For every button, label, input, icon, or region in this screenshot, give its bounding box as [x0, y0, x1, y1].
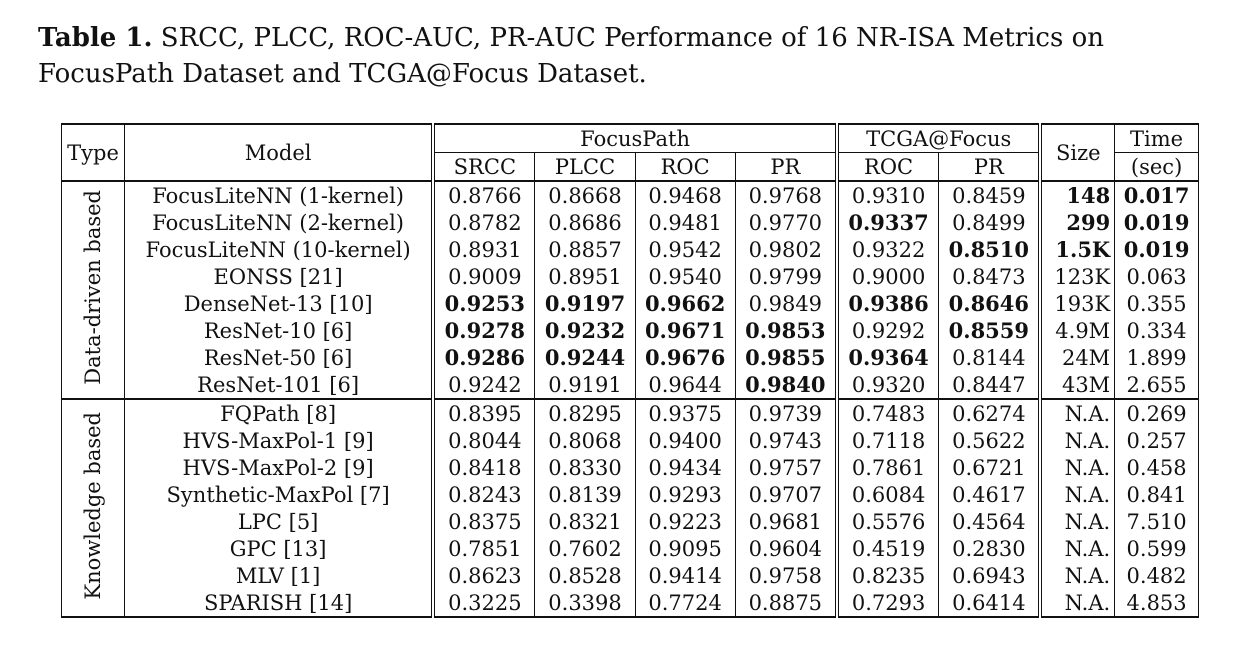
subheader-roc: ROC: [635, 153, 735, 182]
table-row: [62, 344, 1199, 371]
cell-tcga-roc: 0.9310: [837, 181, 939, 209]
table-row: [62, 263, 1199, 290]
cell-pr: 0.9802: [735, 236, 837, 263]
model-name: FocusLiteNN (1-kernel): [125, 181, 434, 209]
model-name: FQPath [8]: [125, 399, 434, 427]
cell-roc: 0.9644: [635, 371, 735, 399]
table-row: [62, 508, 1199, 535]
cell-srcc: 0.8395: [433, 399, 535, 427]
cell-srcc: 0.8766: [433, 181, 535, 209]
cell-roc: 0.9375: [635, 399, 735, 427]
cell-size: N.A.: [1040, 535, 1114, 562]
cell-roc: 0.9293: [635, 481, 735, 508]
caption-label: Table 1.: [38, 23, 153, 53]
cell-plcc: 0.9197: [535, 290, 635, 317]
cell-plcc: 0.9191: [535, 371, 635, 399]
table-caption: [38, 20, 1223, 92]
table-row: [62, 535, 1199, 562]
cell-pr: 0.9840: [735, 371, 837, 399]
cell-tcga-pr: 0.8447: [939, 371, 1041, 399]
cell-srcc: 0.9242: [433, 371, 535, 399]
cell-size: 4.9M: [1040, 317, 1114, 344]
cell-plcc: 0.9232: [535, 317, 635, 344]
cell-plcc: 0.8295: [535, 399, 635, 427]
cell-pr: 0.9604: [735, 535, 837, 562]
cell-tcga-pr: 0.8559: [939, 317, 1041, 344]
cell-srcc: 0.9286: [433, 344, 535, 371]
cell-roc: 0.9542: [635, 236, 735, 263]
cell-time: 0.063: [1115, 263, 1199, 290]
cell-tcga-pr: 0.6721: [939, 454, 1041, 481]
cell-time: 0.334: [1115, 317, 1199, 344]
cell-time: 0.269: [1115, 399, 1199, 427]
cell-srcc: 0.8243: [433, 481, 535, 508]
cell-plcc: 0.8528: [535, 562, 635, 589]
cell-size: N.A.: [1040, 562, 1114, 589]
table-header: [62, 124, 1199, 181]
cell-time: 0.017: [1115, 181, 1199, 209]
cell-size: 123K: [1040, 263, 1114, 290]
header-tcga: TCGA@Focus: [837, 124, 1041, 153]
cell-srcc: 0.8418: [433, 454, 535, 481]
cell-tcga-pr: 0.6274: [939, 399, 1041, 427]
cell-tcga-pr: 0.5622: [939, 427, 1041, 454]
cell-srcc: 0.9278: [433, 317, 535, 344]
cell-tcga-pr: 0.6414: [939, 589, 1041, 617]
cell-roc: 0.9671: [635, 317, 735, 344]
cell-pr: 0.9770: [735, 209, 837, 236]
table-row: [62, 317, 1199, 344]
cell-tcga-pr: 0.6943: [939, 562, 1041, 589]
cell-pr: 0.9757: [735, 454, 837, 481]
cell-size: N.A.: [1040, 589, 1114, 617]
cell-roc: 0.9434: [635, 454, 735, 481]
table-row: [62, 236, 1199, 263]
cell-size: N.A.: [1040, 399, 1114, 427]
cell-tcga-pr: 0.4617: [939, 481, 1041, 508]
subheader-plcc: PLCC: [535, 153, 635, 182]
cell-pr: 0.9855: [735, 344, 837, 371]
model-name: GPC [13]: [125, 535, 434, 562]
cell-srcc: 0.8931: [433, 236, 535, 263]
model-name: FocusLiteNN (2-kernel): [125, 209, 434, 236]
cell-tcga-roc: 0.4519: [837, 535, 939, 562]
cell-size: 148: [1040, 181, 1114, 209]
cell-pr: 0.9799: [735, 263, 837, 290]
header-time-unit: (sec): [1115, 153, 1199, 182]
cell-pr: 0.9707: [735, 481, 837, 508]
cell-tcga-roc: 0.7861: [837, 454, 939, 481]
cell-roc: 0.9414: [635, 562, 735, 589]
cell-roc: 0.9676: [635, 344, 735, 371]
table-row: [62, 290, 1199, 317]
model-name: ResNet-50 [6]: [125, 344, 434, 371]
cell-tcga-roc: 0.7118: [837, 427, 939, 454]
cell-srcc: 0.8375: [433, 508, 535, 535]
cell-size: 24M: [1040, 344, 1114, 371]
cell-roc: 0.9095: [635, 535, 735, 562]
cell-pr: 0.9758: [735, 562, 837, 589]
cell-plcc: 0.8139: [535, 481, 635, 508]
cell-srcc: 0.9009: [433, 263, 535, 290]
cell-tcga-pr: 0.8646: [939, 290, 1041, 317]
table-row: [62, 562, 1199, 589]
cell-tcga-roc: 0.9320: [837, 371, 939, 399]
cell-plcc: 0.7602: [535, 535, 635, 562]
cell-tcga-pr: 0.4564: [939, 508, 1041, 535]
cell-pr: 0.9768: [735, 181, 837, 209]
cell-size: 193K: [1040, 290, 1114, 317]
model-name: SPARISH [14]: [125, 589, 434, 617]
cell-tcga-roc: 0.9000: [837, 263, 939, 290]
cell-size: N.A.: [1040, 508, 1114, 535]
cell-plcc: 0.3398: [535, 589, 635, 617]
group-type-text: Data-driven based: [81, 190, 105, 385]
cell-tcga-pr: 0.8499: [939, 209, 1041, 236]
header-type: Type: [62, 124, 125, 181]
cell-plcc: 0.8321: [535, 508, 635, 535]
cell-srcc: 0.8044: [433, 427, 535, 454]
cell-time: 0.841: [1115, 481, 1199, 508]
cell-pr: 0.9853: [735, 317, 837, 344]
cell-srcc: 0.9253: [433, 290, 535, 317]
cell-roc: 0.9662: [635, 290, 735, 317]
cell-tcga-roc: 0.7483: [837, 399, 939, 427]
cell-srcc: 0.8782: [433, 209, 535, 236]
cell-time: 0.458: [1115, 454, 1199, 481]
model-name: ResNet-101 [6]: [125, 371, 434, 399]
cell-time: 0.355: [1115, 290, 1199, 317]
cell-pr: 0.9681: [735, 508, 837, 535]
table-row: [62, 371, 1199, 399]
caption-text: SRCC, PLCC, ROC-AUC, PR-AUC Performance of 16 NR-ISA Metrics on FocusPath Dataset and TCGA@Focus Dataset.: [38, 23, 1105, 89]
cell-plcc: 0.8686: [535, 209, 635, 236]
model-name: Synthetic-MaxPol [7]: [125, 481, 434, 508]
model-name: HVS-MaxPol-2 [9]: [125, 454, 434, 481]
cell-srcc: 0.3225: [433, 589, 535, 617]
cell-tcga-pr: 0.8459: [939, 181, 1041, 209]
header-time: Time: [1115, 124, 1199, 153]
cell-tcga-roc: 0.6084: [837, 481, 939, 508]
cell-tcga-roc: 0.7293: [837, 589, 939, 617]
model-name: LPC [5]: [125, 508, 434, 535]
table-row: [62, 399, 1199, 427]
cell-time: 0.599: [1115, 535, 1199, 562]
cell-tcga-pr: 0.8510: [939, 236, 1041, 263]
header-size: Size: [1040, 124, 1114, 181]
table-row: [62, 427, 1199, 454]
model-name: MLV [1]: [125, 562, 434, 589]
cell-plcc: 0.8068: [535, 427, 635, 454]
table-row: [62, 454, 1199, 481]
cell-pr: 0.9743: [735, 427, 837, 454]
cell-roc: 0.9400: [635, 427, 735, 454]
cell-tcga-roc: 0.9322: [837, 236, 939, 263]
cell-tcga-pr: 0.2830: [939, 535, 1041, 562]
cell-tcga-roc: 0.9386: [837, 290, 939, 317]
cell-time: 2.655: [1115, 371, 1199, 399]
cell-roc: 0.9481: [635, 209, 735, 236]
cell-roc: 0.9540: [635, 263, 735, 290]
group-data-driven: [62, 181, 1199, 399]
group-type-label: [62, 399, 125, 617]
cell-pr: 0.9739: [735, 399, 837, 427]
table-row: [62, 209, 1199, 236]
cell-plcc: 0.8330: [535, 454, 635, 481]
cell-tcga-roc: 0.5576: [837, 508, 939, 535]
cell-size: 299: [1040, 209, 1114, 236]
model-name: FocusLiteNN (10-kernel): [125, 236, 434, 263]
cell-plcc: 0.8668: [535, 181, 635, 209]
cell-time: 0.019: [1115, 236, 1199, 263]
subheader-tcga-pr: PR: [939, 153, 1041, 182]
header-model: Model: [125, 124, 434, 181]
cell-time: 7.510: [1115, 508, 1199, 535]
subheader-pr: PR: [735, 153, 837, 182]
cell-tcga-roc: 0.9364: [837, 344, 939, 371]
group-type-text: Knowledge based: [81, 411, 105, 600]
cell-srcc: 0.7851: [433, 535, 535, 562]
group-knowledge: [62, 399, 1199, 617]
cell-tcga-roc: 0.8235: [837, 562, 939, 589]
subheader-tcga-roc: ROC: [837, 153, 939, 182]
results-table: [61, 123, 1199, 618]
cell-plcc: 0.9244: [535, 344, 635, 371]
cell-pr: 0.9849: [735, 290, 837, 317]
header-focuspath: FocusPath: [433, 124, 837, 153]
cell-roc: 0.9223: [635, 508, 735, 535]
table-row: [62, 481, 1199, 508]
cell-size: N.A.: [1040, 454, 1114, 481]
cell-time: 0.482: [1115, 562, 1199, 589]
cell-roc: 0.7724: [635, 589, 735, 617]
cell-size: 43M: [1040, 371, 1114, 399]
cell-tcga-pr: 0.8473: [939, 263, 1041, 290]
cell-plcc: 0.8857: [535, 236, 635, 263]
cell-roc: 0.9468: [635, 181, 735, 209]
table-row: [62, 589, 1199, 617]
model-name: EONSS [21]: [125, 263, 434, 290]
cell-time: 1.899: [1115, 344, 1199, 371]
model-name: HVS-MaxPol-1 [9]: [125, 427, 434, 454]
cell-size: N.A.: [1040, 427, 1114, 454]
table-row: [62, 181, 1199, 209]
cell-time: 0.019: [1115, 209, 1199, 236]
cell-tcga-roc: 0.9337: [837, 209, 939, 236]
model-name: ResNet-10 [6]: [125, 317, 434, 344]
cell-size: N.A.: [1040, 481, 1114, 508]
subheader-srcc: SRCC: [433, 153, 535, 182]
cell-time: 0.257: [1115, 427, 1199, 454]
cell-tcga-pr: 0.8144: [939, 344, 1041, 371]
model-name: DenseNet-13 [10]: [125, 290, 434, 317]
cell-time: 4.853: [1115, 589, 1199, 617]
cell-pr: 0.8875: [735, 589, 837, 617]
cell-srcc: 0.8623: [433, 562, 535, 589]
cell-tcga-roc: 0.9292: [837, 317, 939, 344]
group-type-label: [62, 181, 125, 399]
cell-plcc: 0.8951: [535, 263, 635, 290]
cell-size: 1.5K: [1040, 236, 1114, 263]
